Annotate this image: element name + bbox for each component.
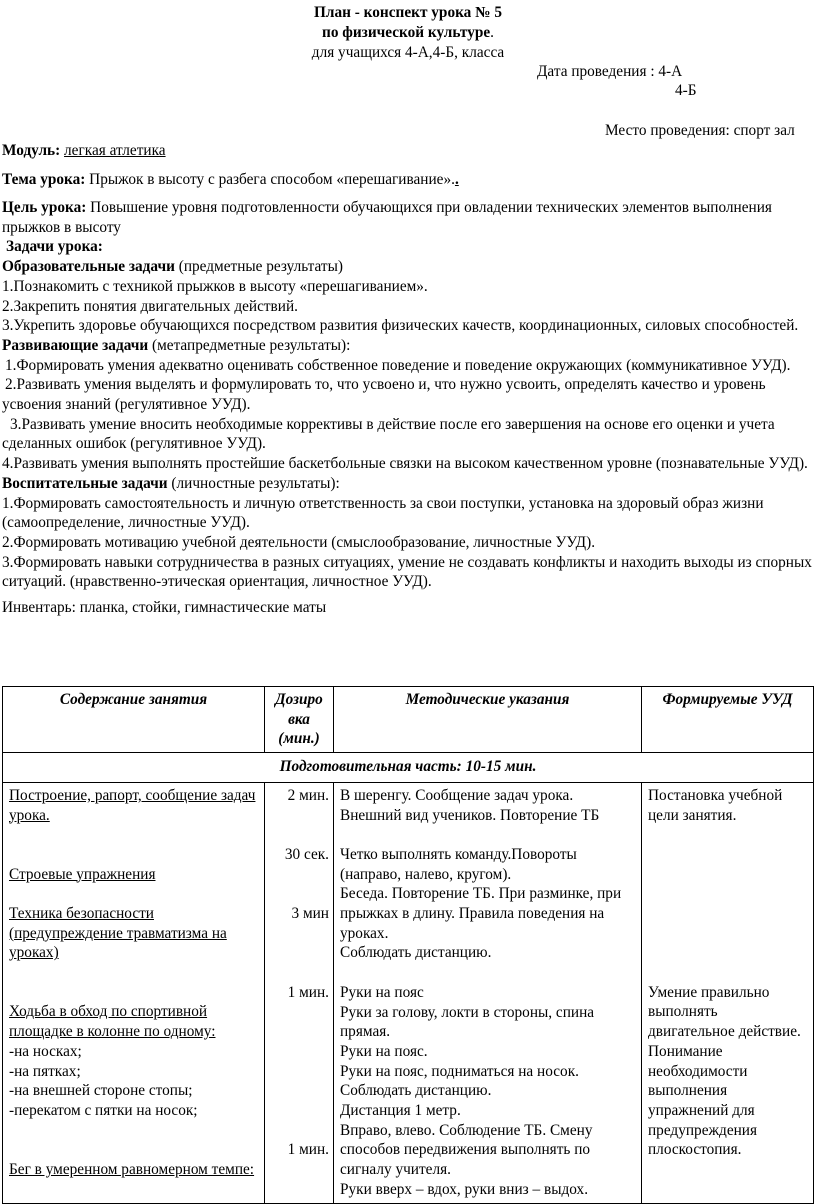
header-dose-line: Дозиро [275, 691, 323, 708]
section-title: Подготовительная часть: 10-15 мин. [3, 753, 814, 783]
method-cell [334, 782, 642, 1203]
content-item: Построение, рапорт, сообщение задач урока. [9, 786, 256, 824]
content-item: Строевые упражнения [9, 865, 156, 883]
goal-paragraph [2, 198, 812, 237]
header-dose-line: (мин.) [278, 730, 320, 748]
educational-heading [2, 257, 812, 277]
educational-item: 1.Познакомить с техникой прыжков в высоту «перешагиванием». [2, 277, 428, 295]
subject-text: по физической культуре [322, 24, 491, 41]
subject-dot: . [490, 24, 494, 41]
upbringing-item: 1.Формировать самостоятельность и личную ответственность за свои поступки, установка на здоровый образ жизни (самоопределение, личностные УУД). [2, 494, 764, 532]
method-item: Четко выполнять команду.Повороты (направо, налево, кругом). [340, 845, 577, 883]
goal-value: Повышение уровня подготовленности обучающихся при овладении технических элементов выполнения прыжков в высоту [2, 199, 772, 236]
developing-note: (метапредметные результаты): [152, 336, 351, 354]
topic-value: Прыжок в высоту с разбега способом «перешагивание». [89, 171, 455, 188]
header-dose-line: вка [288, 710, 310, 728]
dose-value: 1 мин. [287, 983, 329, 1001]
topic-label: Тема урока: [2, 171, 86, 188]
method-item: В шеренгу. Сообщение задач урока. Внешний вид учеников. Повторение ТБ [340, 786, 600, 824]
upbringing-note: (личностные результаты): [171, 474, 340, 492]
developing-item: 3.Развивать умение вносить необходимые коррективы в действие после его завершения на основе его оценки и учета сделанных ошибок (регулятивное УУД). [2, 415, 775, 453]
developing-item: 4.Развивать умения выполнять простейшие баскетбольные связки на высоком качественном уровне (познавательные УУД). [2, 455, 808, 473]
method-item: Руки на пояс [340, 983, 424, 1001]
method-item: Руки на пояс, подниматься на носок. [340, 1062, 579, 1080]
method-item: Руки на пояс. [340, 1042, 428, 1060]
tasks-heading: Задачи урока: [6, 238, 103, 256]
subject-line [0, 23, 816, 42]
section-row [3, 753, 814, 783]
dose-value: 1 мин. [287, 1141, 329, 1159]
header-content: Содержание занятия [3, 687, 265, 753]
content-item: -на носках; [9, 1042, 82, 1060]
method-item: Вправо, влево. Соблюдение ТБ. Смену способов передвижения выполнять по сигналу учителя. [340, 1121, 593, 1179]
header-method: Методические указания [334, 687, 642, 753]
dose-value: 3 мин [291, 904, 329, 922]
module-value: легкая атлетика [64, 142, 166, 159]
header-uud: Формируемые УУД [642, 687, 814, 753]
upbringing-item: 2.Формировать мотивацию учебной деятельности (смыслообразование, личностные УУД). [2, 533, 596, 551]
method-item: Руки вверх – вдох, руки вниз – выдох. [340, 1180, 589, 1198]
content-cell [3, 782, 265, 1203]
method-item: Соблюдать дистанцию. [340, 1082, 492, 1100]
content-item: Техника безопасности (предупреждение травматизма на уроках) [9, 904, 227, 962]
dose-value: 30 сек. [284, 845, 329, 863]
developing-item: 2.Развивать умения выделять и формулировать то, что усвоено и, что нужно усвоить, определять качество и уровень усвоения знаний (регулятивное УУД). [2, 376, 766, 414]
developing-heading [2, 336, 812, 356]
inventory-line: Инвентарь: планка, стойки, гимнастические маты [2, 599, 327, 617]
upbringing-label: Воспитательные задачи [2, 474, 168, 492]
table-row [3, 782, 814, 1203]
dose-cell [265, 782, 334, 1203]
content-item: Бег в умеренном равномерном темпе: [9, 1161, 255, 1179]
topic-tail: . [454, 171, 459, 188]
topic-line [2, 170, 459, 189]
developing-item: 1.Формировать умения адекватно оценивать собственное поведение и поведение окружающих (коммуникативное УУД). [5, 356, 791, 374]
uud-item: Понимание необходимости выполнения упражнений для предупреждения плоскостопия. [648, 1042, 758, 1159]
method-item: Беседа. Повторение ТБ. При разминке, при прыжках в длину. Правила поведения на уроках. [340, 885, 622, 942]
date-line: Дата проведения : 4-А [537, 63, 683, 80]
uud-cell [642, 782, 814, 1203]
uud-item: Постановка учебной цели занятия. [648, 786, 783, 824]
educational-item: 2.Закрепить понятия двигательных действий. [2, 297, 298, 315]
method-item: Руки за голову, локти в стороны, спина прямая. [340, 1003, 595, 1041]
page-title: План - конспект урока № 5 [313, 4, 502, 21]
upbringing-item: 3.Формировать навыки сотрудничества в разных ситуациях, умение не создавать конфликты и находить выходы из спорных ситуаций. (нравственно-этическая ориентация, личностное УУД). [2, 553, 812, 591]
educational-item: 3.Укрепить здоровье обучающихся посредством развития физических качеств, координационных, силовых способностей. [2, 317, 799, 335]
content-item: -на пятках; [9, 1062, 81, 1080]
educational-note: (предметные результаты) [178, 258, 343, 276]
module-label: Модуль: [2, 142, 61, 159]
content-item: Ходьба в обход по спортивной площадке в колонне по одному: [9, 1003, 216, 1041]
audience-line: для учащихся 4-А,4-Б, класса [311, 44, 505, 61]
content-item: -перекатом с пятки на носок; [9, 1101, 198, 1119]
method-item: Соблюдать дистанцию. [340, 944, 492, 962]
dose-value: 2 мин. [287, 786, 329, 804]
lesson-body [2, 198, 812, 618]
header-dose [265, 687, 334, 753]
educational-label: Образовательные задачи [2, 258, 175, 276]
lesson-table [2, 686, 814, 1204]
developing-label: Развивающие задачи [2, 336, 149, 354]
upbringing-heading [2, 474, 812, 494]
method-item: Дистанция 1 метр. [340, 1102, 461, 1120]
table-header-row [3, 687, 814, 753]
date-second: 4-Б [675, 82, 697, 99]
place-line: Место проведения: спорт зал [605, 122, 795, 139]
content-item: -на внешней стороне стопы; [9, 1082, 193, 1100]
goal-label: Цель урока: [2, 199, 87, 216]
module-line [2, 141, 166, 160]
uud-item: Умение правильно выполнять двигательное действие. [648, 983, 801, 1041]
